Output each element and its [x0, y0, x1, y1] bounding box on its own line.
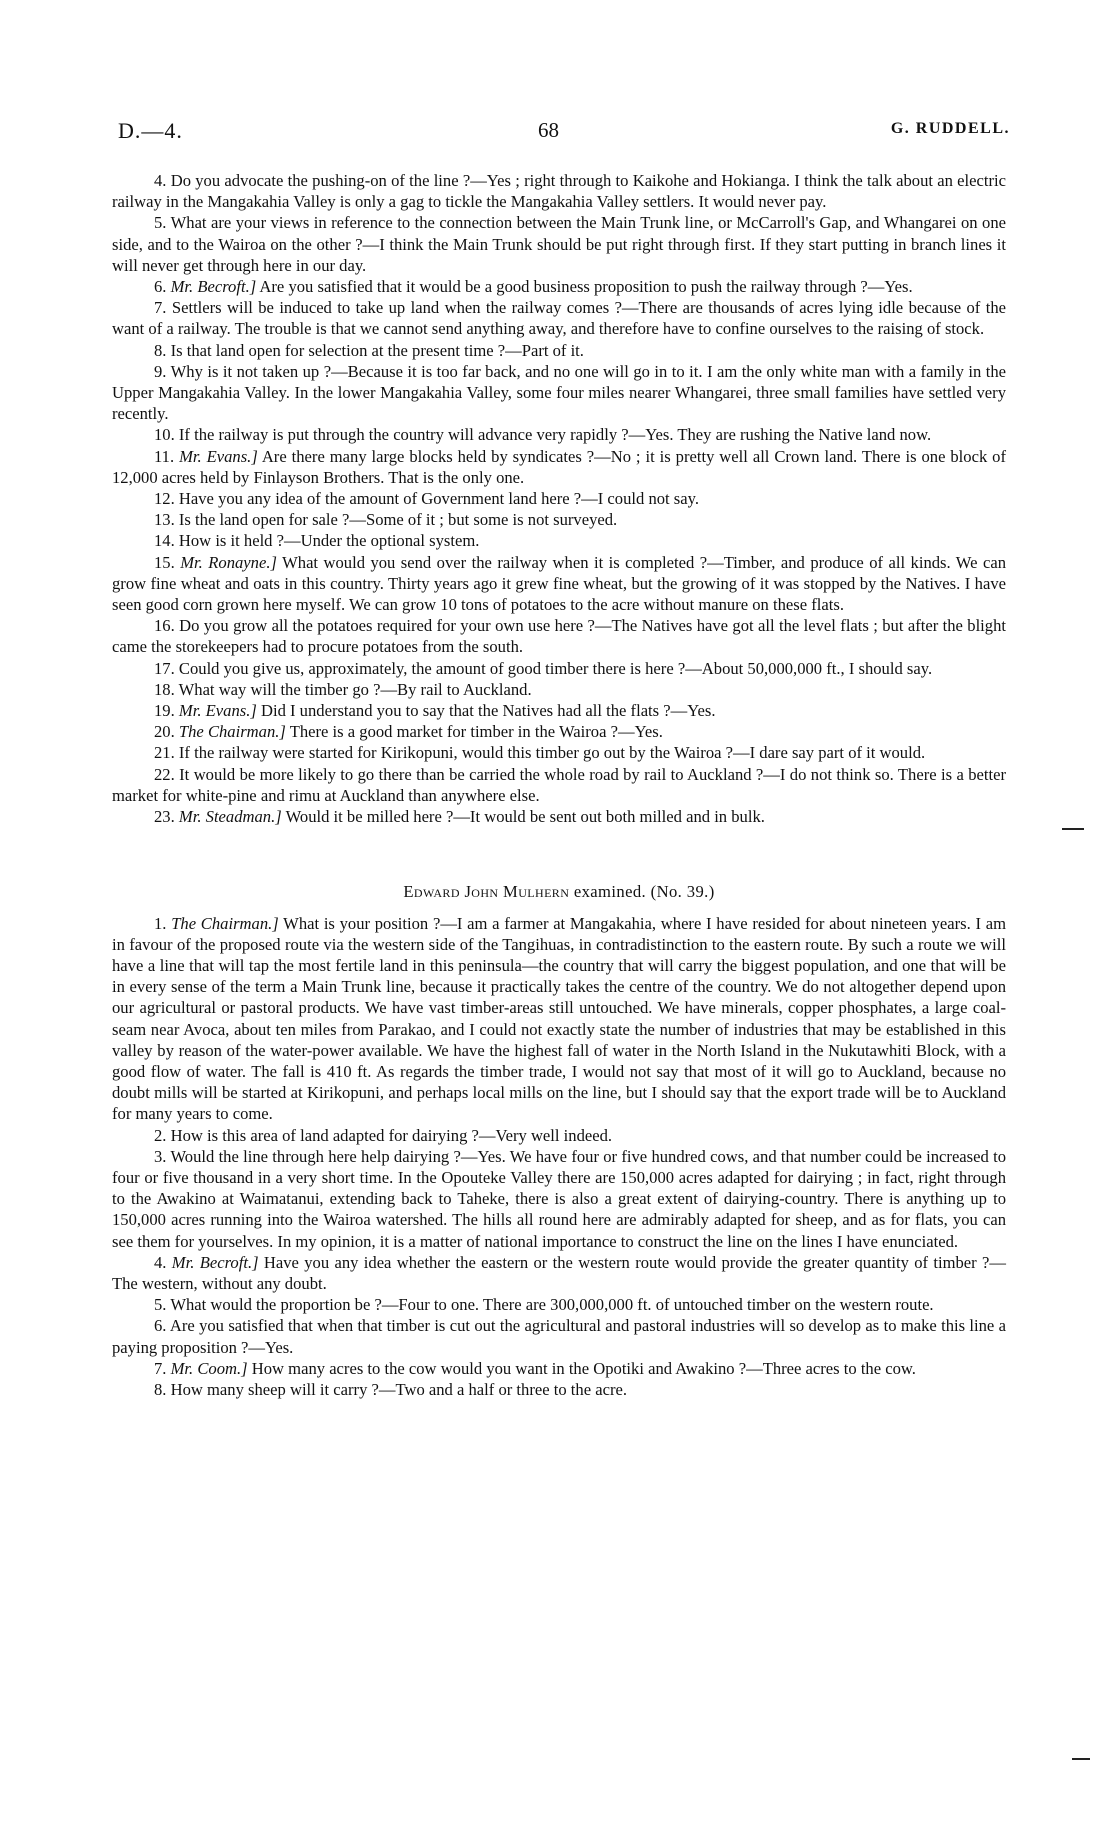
margin-dash-mark [1072, 1758, 1090, 1760]
question-paragraph [112, 509, 1006, 530]
testimony-mulhern [112, 913, 1006, 1401]
question-paragraph [112, 913, 1006, 1125]
question-number: 8. [154, 340, 167, 360]
question-number: 9. [154, 361, 167, 381]
question-text: What way will the timber go ?—By rail to Auckland. [178, 679, 532, 699]
question-text: Would it be milled here ?—It would be sent out both milled and in bulk. [285, 807, 765, 827]
question-paragraph [112, 1252, 1006, 1294]
question-paragraph [112, 530, 1006, 551]
question-text: If the railway were started for Kirikopuni, would this timber go out by the Wairoa ?—I dare say part of it would. [178, 743, 926, 763]
speaker-name: Mr. Ronayne.] [180, 552, 277, 572]
question-number: 13. [154, 510, 175, 530]
margin-dash-mark [1062, 828, 1084, 830]
question-paragraph [112, 446, 1006, 488]
question-paragraph [112, 340, 1006, 361]
question-paragraph [112, 297, 1006, 339]
question-paragraph [112, 1315, 1006, 1357]
question-number: 17. [154, 658, 175, 678]
question-paragraph [112, 1294, 1006, 1315]
question-number: 18. [154, 679, 175, 699]
question-text: Are you satisfied that when that timber is cut out the agricultural and pastoral industries will so develop as to make this line a paying proposition ?—Yes. [112, 1316, 1006, 1357]
question-number: 11. [154, 446, 175, 466]
question-text: What would the proportion be ?—Four to one. There are 300,000,000 ft. of untouched timber on the western route. [170, 1295, 934, 1315]
speaker-name: Mr. Coom.] [170, 1358, 248, 1378]
question-number: 4. [154, 1252, 167, 1272]
question-number: 15. [154, 552, 175, 572]
question-paragraph [112, 806, 1006, 827]
witness-name: G. RUDDELL. [890, 120, 1010, 137]
question-text: What are your views in reference to the connection between the Main Trunk line, or McCarroll's Gap, and Whangarei on one side, and to the Wairoa on the other ?—I think the Main Trunk should be put right through first. If they start putting in branch lines it will never get through here in our day. [112, 213, 1006, 275]
question-paragraph [112, 764, 1006, 806]
question-number: 20. [154, 722, 175, 742]
question-text: Do you grow all the potatoes required for your own use here ?—The Natives have got all the level flats ; but after the blight came the storekeepers had to procure potatoes from the south. [112, 616, 1006, 657]
question-number: 3. [154, 1146, 167, 1166]
question-number: 22. [154, 764, 175, 784]
question-paragraph [112, 424, 1006, 445]
question-number: 23. [154, 807, 175, 827]
question-number: 2. [154, 1125, 167, 1145]
question-paragraph [112, 212, 1006, 276]
question-paragraph [112, 1358, 1006, 1379]
question-paragraph [112, 1125, 1006, 1146]
question-number: 6. [154, 277, 167, 297]
page-body [112, 170, 1006, 1400]
question-text: What would you send over the railway when it is completed ?—Timber, and produce of all kinds. We can grow fine wheat and oats in this country. Thirty years ago it grew fine wheat, but the growing of it was stopped by the Natives. I have seen good corn grown here myself. We can grow 10 tons of potatoes to the acre without manure on these flats. [112, 552, 1006, 615]
question-text: Could you give us, approximately, the amount of good timber there is here ?—About 50,000,000 ft., I should say. [178, 658, 933, 678]
question-text: Is that land open for selection at the present time ?—Part of it. [170, 340, 584, 360]
speaker-name: The Chairman.] [178, 722, 286, 742]
question-text: Why is it not taken up ?—Because it is too far back, and no one will go in to it. I am the only white man with a family in the Upper Mangakahia Valley. In the lower Mangakahia Valley, some four miles nearer Whangarei, three small families have settled very recently. [112, 361, 1006, 424]
speaker-name: Mr. Becroft.] [171, 1252, 259, 1272]
question-paragraph [112, 679, 1006, 700]
question-number: 21. [154, 743, 175, 763]
question-paragraph [112, 721, 1006, 742]
question-paragraph [112, 658, 1006, 679]
question-text: Are you satisfied that it would be a good business proposition to push the railway through ?—Yes. [259, 277, 913, 297]
testimony-ruddell [112, 170, 1006, 827]
section-heading [112, 881, 1006, 902]
witness-heading-number: (No. 39.) [650, 882, 715, 902]
speaker-name: Mr. Steadman.] [178, 807, 282, 827]
page-header [0, 118, 1114, 148]
document-reference: D.—4. [118, 118, 183, 143]
question-text: Are there many large blocks held by syndicates ?—No ; it is pretty well all Crown land. There is one block of 12,000 acres held by Finlayson Brothers. That is the only one. [112, 446, 1007, 487]
speaker-name: Mr. Evans.] [178, 701, 257, 721]
question-number: 6. [154, 1316, 167, 1336]
question-text: Do you advocate the pushing-on of the line ?—Yes ; right through to Kaikohe and Hokianga. I think the talk about an electric railway in the Mangakahia Valley is only a gag to tickle the Mangakahia Valley settlers. It would never pay. [112, 171, 1006, 212]
question-number: 8. [154, 1379, 167, 1399]
question-paragraph [112, 615, 1006, 657]
speaker-name: Mr. Becroft.] [170, 277, 257, 297]
witness-heading-name: Edward John Mulhern [403, 882, 570, 902]
question-paragraph [112, 742, 1006, 763]
question-paragraph [112, 361, 1006, 425]
speaker-name: The Chairman.] [171, 913, 279, 933]
question-number: 14. [154, 531, 175, 551]
question-paragraph [112, 700, 1006, 721]
question-number: 1. [154, 913, 167, 933]
question-text: Did I understand you to say that the Natives had all the flats ?—Yes. [260, 701, 716, 721]
question-number: 4. [154, 171, 167, 190]
question-text: How many acres to the cow would you want in the Opotiki and Awakino ?—Three acres to the cow. [251, 1358, 916, 1378]
question-text: Would the line through here help dairying ?—Yes. We have four or five hundred cows, and that number could be increased to four or five thousand in a very short time. In the Opouteke Valley there are 150,000 acres adapted for dairying ; in fact, right through to the Awakino at Waimatanui, extending back to Taheke, there is also a great extent of dairying-country. There is anything up to 150,000 acres running into the Wairoa watershed. The hills all round here are admirably adapted for sheep, and as for flats, you can see them for yourselves. In my opinion, it is a matter of national importance to construct the line on the lines I have enunciated. [112, 1146, 1006, 1251]
question-paragraph [112, 1379, 1006, 1400]
question-text: Have you any idea of the amount of Government land here ?—I could not say. [178, 489, 699, 509]
question-text: If the railway is put through the country will advance very rapidly ?—Yes. They are rushing the Native land now. [178, 425, 932, 445]
question-number: 19. [154, 701, 175, 721]
question-text: How is it held ?—Under the optional system. [178, 531, 480, 551]
question-number: 12. [154, 489, 175, 509]
question-paragraph [112, 1146, 1006, 1252]
question-text: How is this area of land adapted for dairying ?—Very well indeed. [170, 1125, 613, 1145]
page-number: 68 [538, 118, 559, 142]
question-text: Settlers will be induced to take up land when the railway comes ?—There are thousands of acres lying idle because of the want of a railway. The trouble is that we cannot send anything away, and therefore have to confine ourselves to the raising of stock. [112, 298, 1006, 339]
question-number: 16. [154, 616, 175, 636]
question-text: How many sheep will it carry ?—Two and a half or three to the acre. [170, 1379, 627, 1399]
question-number: 5. [154, 1295, 167, 1315]
question-text: Is the land open for sale ?—Some of it ; but some is not surveyed. [178, 510, 618, 530]
witness-heading-status: examined. [573, 882, 647, 902]
question-number: 7. [154, 1358, 167, 1378]
question-paragraph [112, 488, 1006, 509]
question-number: 5. [154, 213, 167, 233]
question-paragraph [112, 170, 1006, 212]
question-text: What is your position ?—I am a farmer at Mangakahia, where I have resided for about nineteen years. I am in favour of the proposed route via the western side of the Tangihuas, in contradistinction to the eastern route. By such a route we will have a line that will tap the most fertile land in this peninsula—the country that will carry the biggest population, and one that will be in every sense of the term a Main Trunk line, because it practically takes the centre of the country. We do not altogether depend upon our agricultural or pastoral products. We have vast timber-areas still untouched. We have minerals, copper phosphates, a large coal-seam near Avoca, about ten miles from Parakao, and I could not exactly state the number of industries that may be established in this valley by reason of the water-power available. We have the highest fall of water in the North Island in the Nukutawhiti Block, with a good flow of water. The fall is 410 ft. As regards the timber trade, I would not say that most of it will go to Auckland, because no doubt mills will be started at Kirikopuni, and perhaps local mills on the line, but I should say that the export trade will be to Auckland for many years to come. [112, 913, 1006, 1124]
question-paragraph [112, 552, 1006, 616]
question-number: 10. [154, 425, 175, 445]
speaker-name: Mr. Evans.] [179, 446, 258, 466]
question-text: There is a good market for timber in the Wairoa ?—Yes. [289, 722, 663, 742]
question-paragraph [112, 276, 1006, 297]
question-text: It would be more likely to go there than be carried the whole road by rail to Auckland ?—I do not think so. There is a better market for white-pine and rimu at Auckland than anywhere else. [112, 764, 1006, 805]
question-number: 7. [154, 298, 167, 318]
question-text: Have you any idea whether the eastern or the western route would provide the greater quantity of timber ?—The western, without any doubt. [112, 1252, 1006, 1293]
